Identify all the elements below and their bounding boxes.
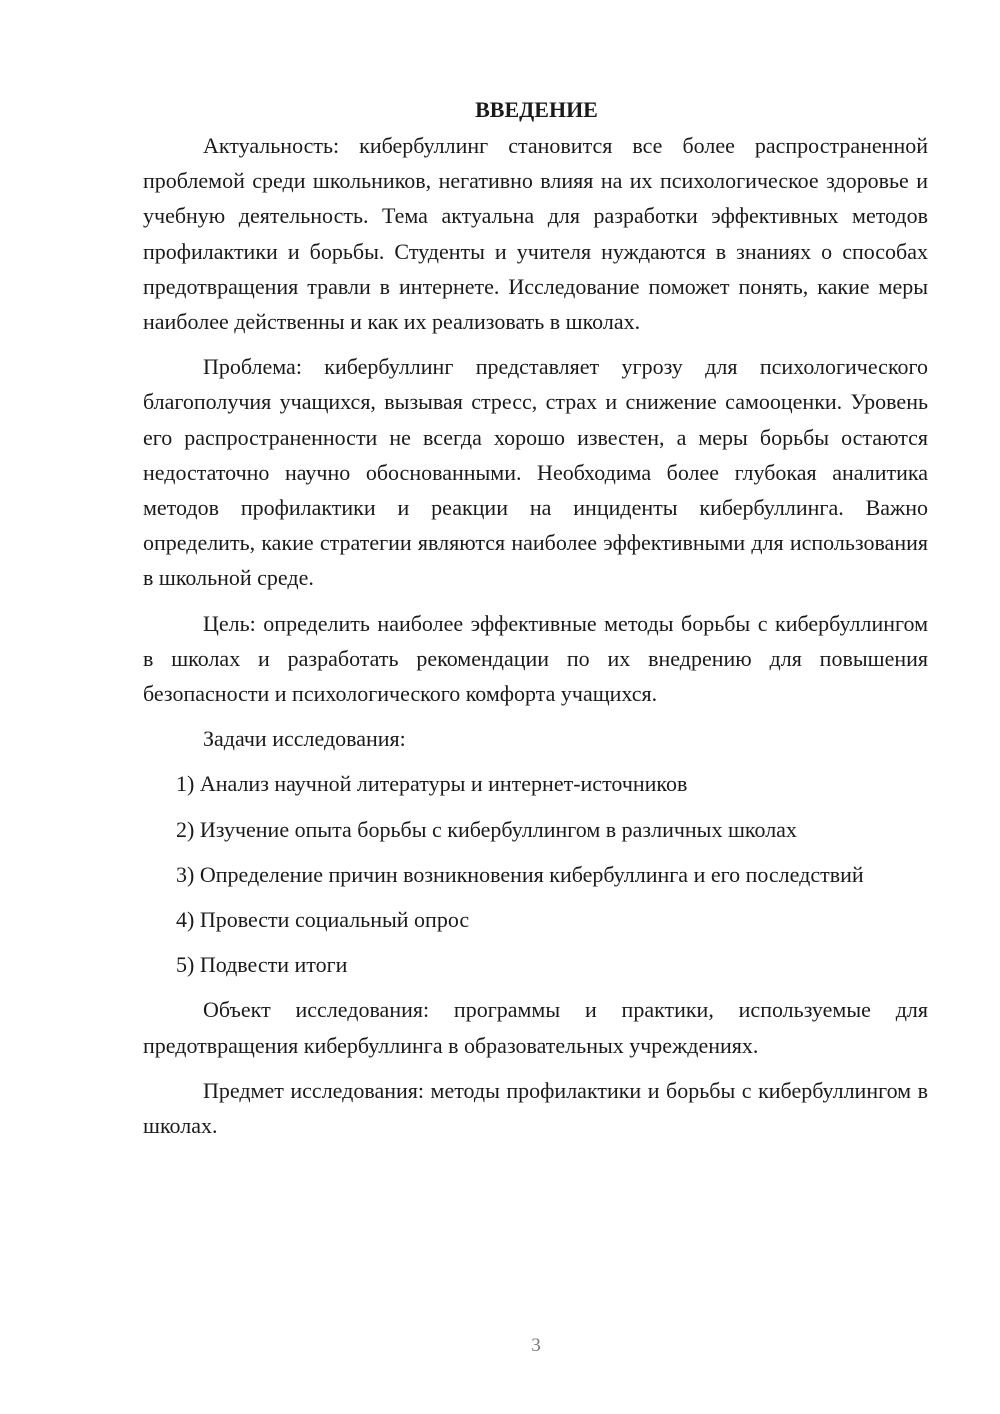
task-item: 3) Определение причин возникновения кибербуллинга и его последствий [176, 861, 864, 887]
problem-paragraph: Проблема: кибербуллинг представляет угрозу для психологического благополучия учащихся, вызывая стресс, страх и снижение самооценки. Уровень его распространенности не всегда хорошо известен, а меры борьбы остаются недостаточно научно обоснованными. Необходима более глубокая аналитика методов профилактики и реакции на инциденты кибербуллинга. Важно определить, какие стратегии являются наиболее эффективными для использования в школьной среде. [143, 354, 928, 591]
tasks-title: Задачи исследования: [203, 726, 406, 752]
page-number: 3 [531, 1335, 541, 1356]
relevance-paragraph: Актуальность: кибербуллинг становится все более распространенной проблемой среди школьников, негативно влияя на их психологическое здоровье и учебную деятельность. Тема актуальна для разработки эффективных методов профилактики и борьбы. Студенты и учителя нуждаются в знаниях о способах предотвращения травли в интернете. Исследование поможет понять, какие меры наиболее действенны и как их реализовать в школах. [143, 133, 928, 335]
subject-paragraph: Предмет исследования: методы профилактики и борьбы с кибербуллингом в школах. [143, 1077, 928, 1139]
object-paragraph: Объект исследования: программы и практики, используемые для предотвращения кибербуллинга в образовательных учреждениях. [143, 997, 928, 1058]
goal-paragraph: Цель: определить наиболее эффективные методы борьбы с кибербуллингом в школах и разработать рекомендации по их внедрению для повышения безопасности и психологического комфорта учащихся. [143, 610, 928, 707]
document-page [143, 94, 928, 1143]
section-heading: ВВЕДЕНИЕ [475, 97, 598, 122]
task-item: 1) Анализ научной литературы и интернет-источников [176, 771, 688, 797]
task-item: 4) Провести социальный опрос [176, 907, 470, 933]
task-item: 5) Подвести итоги [176, 952, 348, 978]
task-item: 2) Изучение опыта борьбы с кибербуллингом в различных школах [176, 816, 797, 842]
